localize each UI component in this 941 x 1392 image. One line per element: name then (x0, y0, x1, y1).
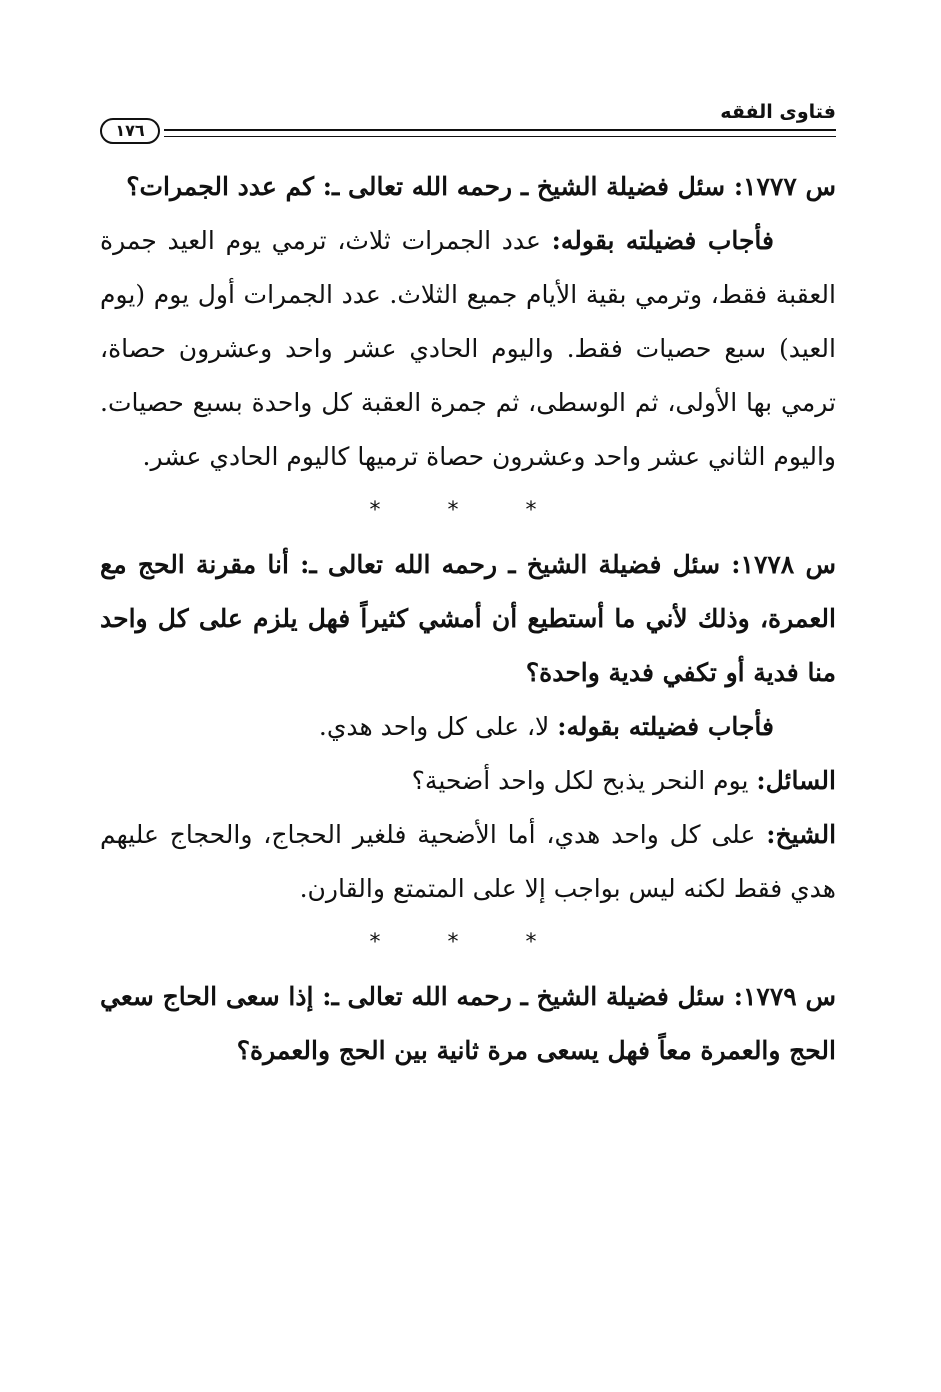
answer-text: عدد الجمرات ثلاث، ترمي يوم العيد جمرة العقبة فقط، وترمي بقية الأيام جميع الثلاث. عدد الجمرات أول يوم (يوم العيد) سبع حصيات فقط. واليوم الحادي عشر واحد وعشرون حصاة، ترمي بها الأولى، ثم الوسطى، ثم جمرة العقبة كل واحدة بسبع حصيات. واليوم الثاني عشر واحد وعشرون حصاة ترميها كاليوم الحادي عشر. (100, 226, 836, 471)
running-title: فتاوى الفقه (720, 101, 836, 123)
question-intro: سئل فضيلة الشيخ ـ رحمه الله تعالى ـ: (322, 982, 725, 1011)
answer-text: لا، على كل واحد هدي. (318, 712, 550, 741)
section-separator: * * * (369, 498, 567, 523)
sheikh-text: على كل واحد هدي، أما الأضحية فلغير الحجاج، والحجاج عليهم هدي فقط لكنه ليس بواجب إلا على المتمتع والقارن. (100, 820, 836, 903)
answer-lead: فأجاب فضيلته بقوله: (557, 712, 774, 741)
question-number: س ١٧٧٧: (733, 172, 836, 201)
question-1778 (100, 538, 836, 700)
question-1777 (100, 160, 836, 214)
question-number: س ١٧٧٩: (733, 982, 836, 1011)
page-content (100, 160, 836, 1078)
answer-1777 (100, 214, 836, 484)
question-intro: سئل فضيلة الشيخ ـ رحمه الله تعالى ـ: (300, 550, 721, 579)
answer-1778 (100, 700, 836, 754)
question-intro: سئل فضيلة الشيخ ـ رحمه الله تعالى ـ: (322, 172, 726, 201)
sheikh-label: الشيخ: (766, 820, 837, 849)
page-header (100, 100, 836, 148)
asker-text: يوم النحر يذبح لكل واحد أضحية؟ (411, 766, 749, 795)
question-number: س ١٧٧٨: (731, 550, 836, 579)
section-separator: * * * (369, 930, 567, 955)
asker-line (100, 754, 836, 808)
sheikh-line (100, 808, 836, 916)
asker-label: السائل: (756, 766, 836, 795)
question-text: أنا مقرنة الحج مع العمرة، وذلك لأني ما أستطيع أن أمشي كثيراً فهل يلزم على كل واحد منا فدية أو تكفي فدية واحدة؟ (100, 550, 836, 687)
answer-lead: فأجاب فضيلته بقوله: (551, 226, 774, 255)
question-text: إذا سعى الحاج سعي الحج والعمرة معاً فهل يسعى مرة ثانية بين الحج والعمرة؟ (100, 982, 836, 1065)
header-rule (164, 129, 836, 137)
question-1779 (100, 970, 836, 1078)
page-number: ١٧٦ (100, 118, 160, 144)
question-text: كم عدد الجمرات؟ (126, 172, 315, 201)
